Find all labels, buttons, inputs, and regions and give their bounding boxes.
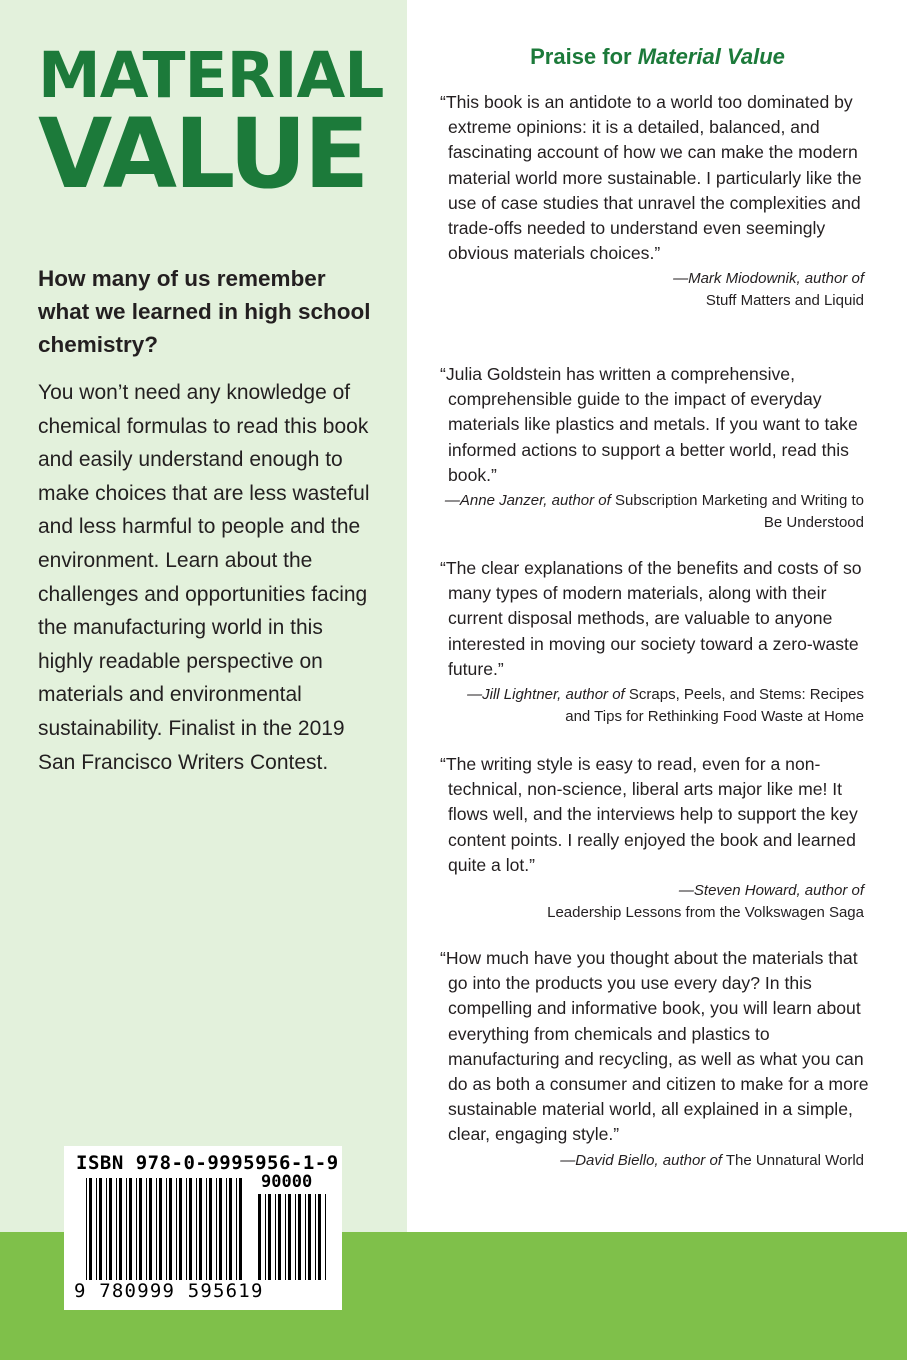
price-code: 90000: [261, 1172, 313, 1192]
review-attribution: [440, 1150, 864, 1172]
barcode-bar: [288, 1194, 291, 1280]
review-3: [440, 556, 872, 728]
barcode-bar: [116, 1178, 117, 1280]
barcode-bar: [109, 1178, 112, 1280]
review-author: —Anne Janzer, author of: [444, 492, 611, 510]
barcode-bar: [176, 1178, 177, 1280]
review-author: —David Biello, author of: [560, 1151, 722, 1169]
barcode-bar: [308, 1194, 311, 1280]
praise-heading-prefix: Praise for: [530, 44, 632, 69]
barcode-bar: [119, 1178, 122, 1280]
barcode-bar: [156, 1178, 157, 1280]
barcode-bar: [89, 1178, 92, 1280]
barcode-bar: [236, 1178, 237, 1280]
review-works: Stuff Matters and Liquid: [705, 292, 864, 310]
barcode-bar: [216, 1178, 217, 1280]
barcode-bar: [305, 1194, 306, 1280]
review-author: —Steven Howard, author of: [678, 882, 864, 900]
barcode-bar: [258, 1194, 261, 1280]
review-attribution: [440, 880, 864, 924]
ean-bars: [86, 1178, 242, 1280]
review-attribution: [440, 490, 864, 534]
barcode-bar: [126, 1178, 127, 1280]
review-quote: “The writing style is easy to read, even for a non-technical, non-science, liberal arts major like me! It flows well, and the interviews help to support the key content points. I really enjoyed the book and learned quite a lot.”: [440, 754, 858, 875]
barcode-bar: [96, 1178, 97, 1280]
review-author: —Mark Miodownik, author of: [673, 270, 864, 288]
praise-heading-title: Material Value: [637, 44, 785, 69]
barcode-bar: [86, 1178, 87, 1280]
barcode-bar: [146, 1178, 147, 1280]
praise-heading: [408, 44, 907, 70]
review-works: The Unnatural World: [725, 1151, 864, 1169]
review-quote: “How much have you thought about the materials that go into the products you use every day? In this compelling and informative book, you will learn about everything from chemicals and plastics to manufacturing and recycling, as well as what you can do as both a consumer and citizen to make for a more sustainable material world, all explained in a simple, clear, engaging style.”: [440, 948, 869, 1145]
barcode-bar: [275, 1194, 276, 1280]
review-4: [440, 752, 872, 924]
review-quote: “This book is an antidote to a world too dominated by extreme opinions: it is a detailed, balanced, and fascinating account of how we can make the modern material world more sustainable. I particularly like the use of case studies that unravel the complexities and trade-offs needed to understand even seemingly obvious materials choices.”: [440, 92, 862, 264]
hook-question: How many of us remember what we learned in high school chemistry?: [38, 266, 371, 357]
book-description: You won’t need any knowledge of chemical formulas to read this book and easily understand enough to make choices that are less wasteful and less harmful to people and the environment. Learn about the challenges and opportunities facing the manufacturing world in this highly readable perspective on materials and environmental sustainability. Finalist in the 2019 San Francisco Writers Contest.: [38, 381, 370, 774]
title-line-1: MATERIAL: [38, 39, 384, 112]
review-author: —Jill Lightner, author of: [467, 686, 625, 704]
review-1: [440, 90, 872, 312]
barcode-bar: [159, 1178, 162, 1280]
review-works: Leadership Lessons from the Volkswagen Saga: [547, 904, 864, 922]
ean-digits: 9 780999 595619: [74, 1280, 264, 1302]
barcode-bar: [295, 1194, 296, 1280]
barcode-bar: [315, 1194, 316, 1280]
barcode-bar: [129, 1178, 132, 1280]
title-line-2: VALUE: [38, 98, 367, 210]
review-works: Scraps, Peels, and Stems: Recipes and Tips for Rethinking Food Waste at Home: [565, 686, 864, 726]
review-quote: “The clear explanations of the benefits and costs of so many types of modern materials, along with their current disposal methods, are valuable to anyone interested in moving our society toward a zero-waste future.”: [440, 558, 862, 679]
barcode-bar: [325, 1194, 326, 1280]
isbn-barcode: [64, 1146, 342, 1310]
review-attribution: [440, 268, 864, 312]
barcode-bar: [149, 1178, 152, 1280]
review-2: [440, 362, 872, 534]
barcode-bar: [139, 1178, 142, 1280]
barcode-bar: [136, 1178, 137, 1280]
barcode-bar: [196, 1178, 197, 1280]
barcode-bar: [206, 1178, 207, 1280]
barcode-bar: [239, 1178, 242, 1280]
barcode-bar: [265, 1194, 266, 1280]
addon-bars: [258, 1194, 326, 1280]
barcode-bar: [285, 1194, 286, 1280]
barcode-bar: [179, 1178, 182, 1280]
review-5: [440, 946, 872, 1172]
review-attribution: [440, 684, 864, 728]
barcode-bar: [268, 1194, 271, 1280]
barcode-bar: [318, 1194, 321, 1280]
barcode-bar: [278, 1194, 281, 1280]
barcode-bar: [209, 1178, 212, 1280]
isbn-label: ISBN 978-0-9995956-1-9: [76, 1152, 339, 1174]
barcode-bar: [99, 1178, 102, 1280]
barcode-bar: [199, 1178, 202, 1280]
barcode-bar: [189, 1178, 192, 1280]
barcode-bar: [226, 1178, 227, 1280]
review-works: Subscription Marketing and Writing to Be Understood: [614, 492, 864, 532]
review-quote: “Julia Goldstein has written a comprehensive, comprehensible guide to the impact of everyday materials like plastics and metals. If you want to take informed actions to support a better world, read this book.”: [440, 364, 858, 485]
barcode-bar: [229, 1178, 232, 1280]
barcode-bar: [166, 1178, 167, 1280]
barcode-bar: [106, 1178, 107, 1280]
barcode-bar: [169, 1178, 172, 1280]
barcode-bar: [298, 1194, 301, 1280]
barcode-bar: [186, 1178, 187, 1280]
barcode-bar: [219, 1178, 222, 1280]
book-title: [38, 39, 384, 210]
